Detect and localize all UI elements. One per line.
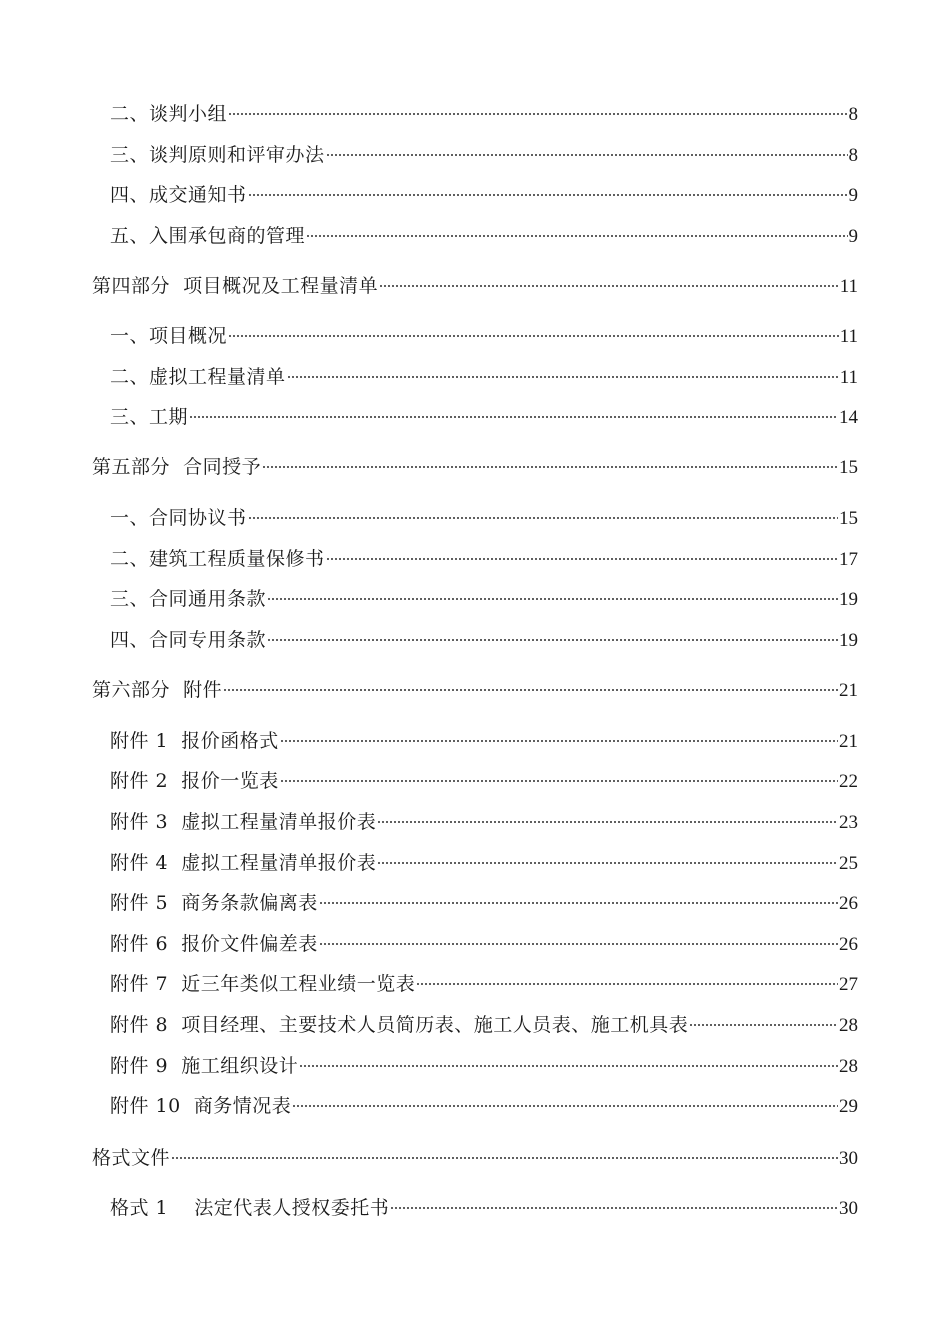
toc-entry-page: 28	[839, 1015, 858, 1036]
toc-entry-page: 17	[839, 549, 858, 570]
dot-leader	[379, 285, 839, 287]
toc-entry-page: 30	[839, 1198, 858, 1219]
toc-entry-title: 附件 4 虚拟工程量清单报价表	[110, 852, 377, 874]
dot-leader	[326, 154, 848, 156]
dot-leader	[171, 1157, 838, 1159]
toc-entry-title: 二、谈判小组	[110, 103, 228, 125]
toc-entry-title: 一、合同协议书	[110, 507, 247, 529]
toc-entry[interactable]	[110, 930, 858, 958]
toc-entry[interactable]	[110, 100, 858, 128]
toc-entry-title: 附件 5 商务条款偏离表	[110, 892, 318, 914]
toc-entry-page: 29	[839, 1096, 858, 1117]
dot-leader	[416, 983, 838, 985]
dot-leader	[287, 376, 839, 378]
toc-entry-page: 9	[848, 226, 858, 247]
dot-leader	[299, 1065, 838, 1067]
dot-leader	[223, 689, 838, 691]
dot-leader	[319, 902, 838, 904]
toc-entry-title: 一、项目概况	[110, 325, 228, 347]
toc-entry[interactable]	[110, 322, 858, 350]
toc-entry-page: 9	[848, 185, 858, 206]
toc-entry-page: 30	[839, 1148, 858, 1169]
toc-entry-page: 11	[839, 326, 858, 347]
toc-entry-title: 四、成交通知书	[110, 184, 247, 206]
toc-entry[interactable]	[110, 970, 858, 998]
toc-entry[interactable]	[110, 1092, 858, 1120]
toc-entry-page: 21	[839, 680, 858, 701]
toc-section-entry[interactable]	[92, 272, 858, 300]
dot-leader	[267, 639, 838, 641]
toc-entry-page: 19	[839, 589, 858, 610]
toc-entry-title: 三、谈判原则和评审办法	[110, 144, 325, 166]
dot-leader	[390, 1207, 838, 1209]
dot-leader	[326, 558, 838, 560]
toc-entry-title: 三、合同通用条款	[110, 588, 267, 610]
toc-entry-page: 8	[848, 104, 858, 125]
toc-entry-page: 28	[839, 1056, 858, 1077]
dot-leader	[248, 517, 838, 519]
toc-entry-page: 23	[839, 812, 858, 833]
toc-entry[interactable]	[110, 403, 858, 431]
toc-entry-title: 附件 9 施工组织设计	[110, 1055, 299, 1077]
toc-entry-title: 附件 8 项目经理、主要技术人员简历表、施工人员表、施工机具表	[110, 1014, 689, 1036]
dot-leader	[189, 416, 838, 418]
toc-section-entry[interactable]	[92, 1144, 858, 1172]
dot-leader	[292, 1105, 838, 1107]
toc-entry-title: 四、合同专用条款	[110, 629, 267, 651]
dot-leader	[228, 113, 847, 115]
dot-leader	[262, 466, 838, 468]
dot-leader	[306, 235, 847, 237]
dot-leader	[280, 780, 838, 782]
toc-entry-title: 格式 1 法定代表人授权委托书	[110, 1197, 390, 1219]
toc-entry-title: 二、建筑工程质量保修书	[110, 548, 325, 570]
toc-entry-page: 26	[839, 934, 858, 955]
toc-entry-page: 11	[839, 276, 858, 297]
toc-entry[interactable]	[110, 363, 858, 391]
dot-leader	[280, 740, 838, 742]
toc-entry-page: 25	[839, 853, 858, 874]
toc-entry-title: 第五部分 合同授予	[92, 456, 262, 478]
toc-entry[interactable]	[110, 545, 858, 573]
dot-leader	[248, 194, 848, 196]
toc-entry-title: 二、虚拟工程量清单	[110, 366, 286, 388]
toc-entry-page: 21	[839, 731, 858, 752]
toc-entry-page: 26	[839, 893, 858, 914]
dot-leader	[267, 598, 838, 600]
toc-entry-page: 15	[839, 457, 858, 478]
toc-entry-title: 第四部分 项目概况及工程量清单	[92, 275, 379, 297]
toc-entry-title: 附件 3 虚拟工程量清单报价表	[110, 811, 377, 833]
dot-leader	[319, 943, 838, 945]
toc-entry-title: 三、工期	[110, 406, 189, 428]
toc-entry[interactable]	[110, 1011, 858, 1039]
toc-entry-title: 附件 1 报价函格式	[110, 730, 279, 752]
toc-entry-page: 14	[839, 407, 858, 428]
toc-entry-title: 五、入围承包商的管理	[110, 225, 306, 247]
toc-entry[interactable]	[110, 849, 858, 877]
toc-entry-page: 19	[839, 630, 858, 651]
toc-entry[interactable]	[110, 626, 858, 654]
toc-entry-page: 15	[839, 508, 858, 529]
toc-entry-title: 附件 6 报价文件偏差表	[110, 933, 318, 955]
toc-entry-title: 格式文件	[92, 1147, 171, 1169]
toc-entry-title: 附件 10 商务情况表	[110, 1095, 292, 1117]
toc-entry[interactable]	[110, 222, 858, 250]
toc-entry[interactable]	[110, 1052, 858, 1080]
toc-entry[interactable]	[110, 767, 858, 795]
toc-entry[interactable]	[110, 181, 858, 209]
toc-entry[interactable]	[110, 504, 858, 532]
toc-entry-page: 8	[848, 145, 858, 166]
toc-entry[interactable]	[110, 141, 858, 169]
toc-entry-page: 11	[839, 367, 858, 388]
toc-entry-title: 第六部分 附件	[92, 679, 223, 701]
toc-entry[interactable]	[110, 808, 858, 836]
dot-leader	[377, 821, 838, 823]
toc-section-entry[interactable]	[92, 676, 858, 704]
toc-entry[interactable]	[110, 727, 858, 755]
toc-section-entry[interactable]	[92, 453, 858, 481]
dot-leader	[228, 335, 839, 337]
toc-entry[interactable]	[110, 889, 858, 917]
toc-entry-title: 附件 2 报价一览表	[110, 770, 279, 792]
toc-entry[interactable]	[110, 585, 858, 613]
dot-leader	[377, 862, 838, 864]
toc-entry-title: 附件 7 近三年类似工程业绩一览表	[110, 973, 416, 995]
toc-entry-page: 27	[839, 974, 858, 995]
toc-entry-page: 22	[839, 771, 858, 792]
toc-entry[interactable]	[110, 1194, 858, 1222]
dot-leader	[689, 1024, 838, 1026]
